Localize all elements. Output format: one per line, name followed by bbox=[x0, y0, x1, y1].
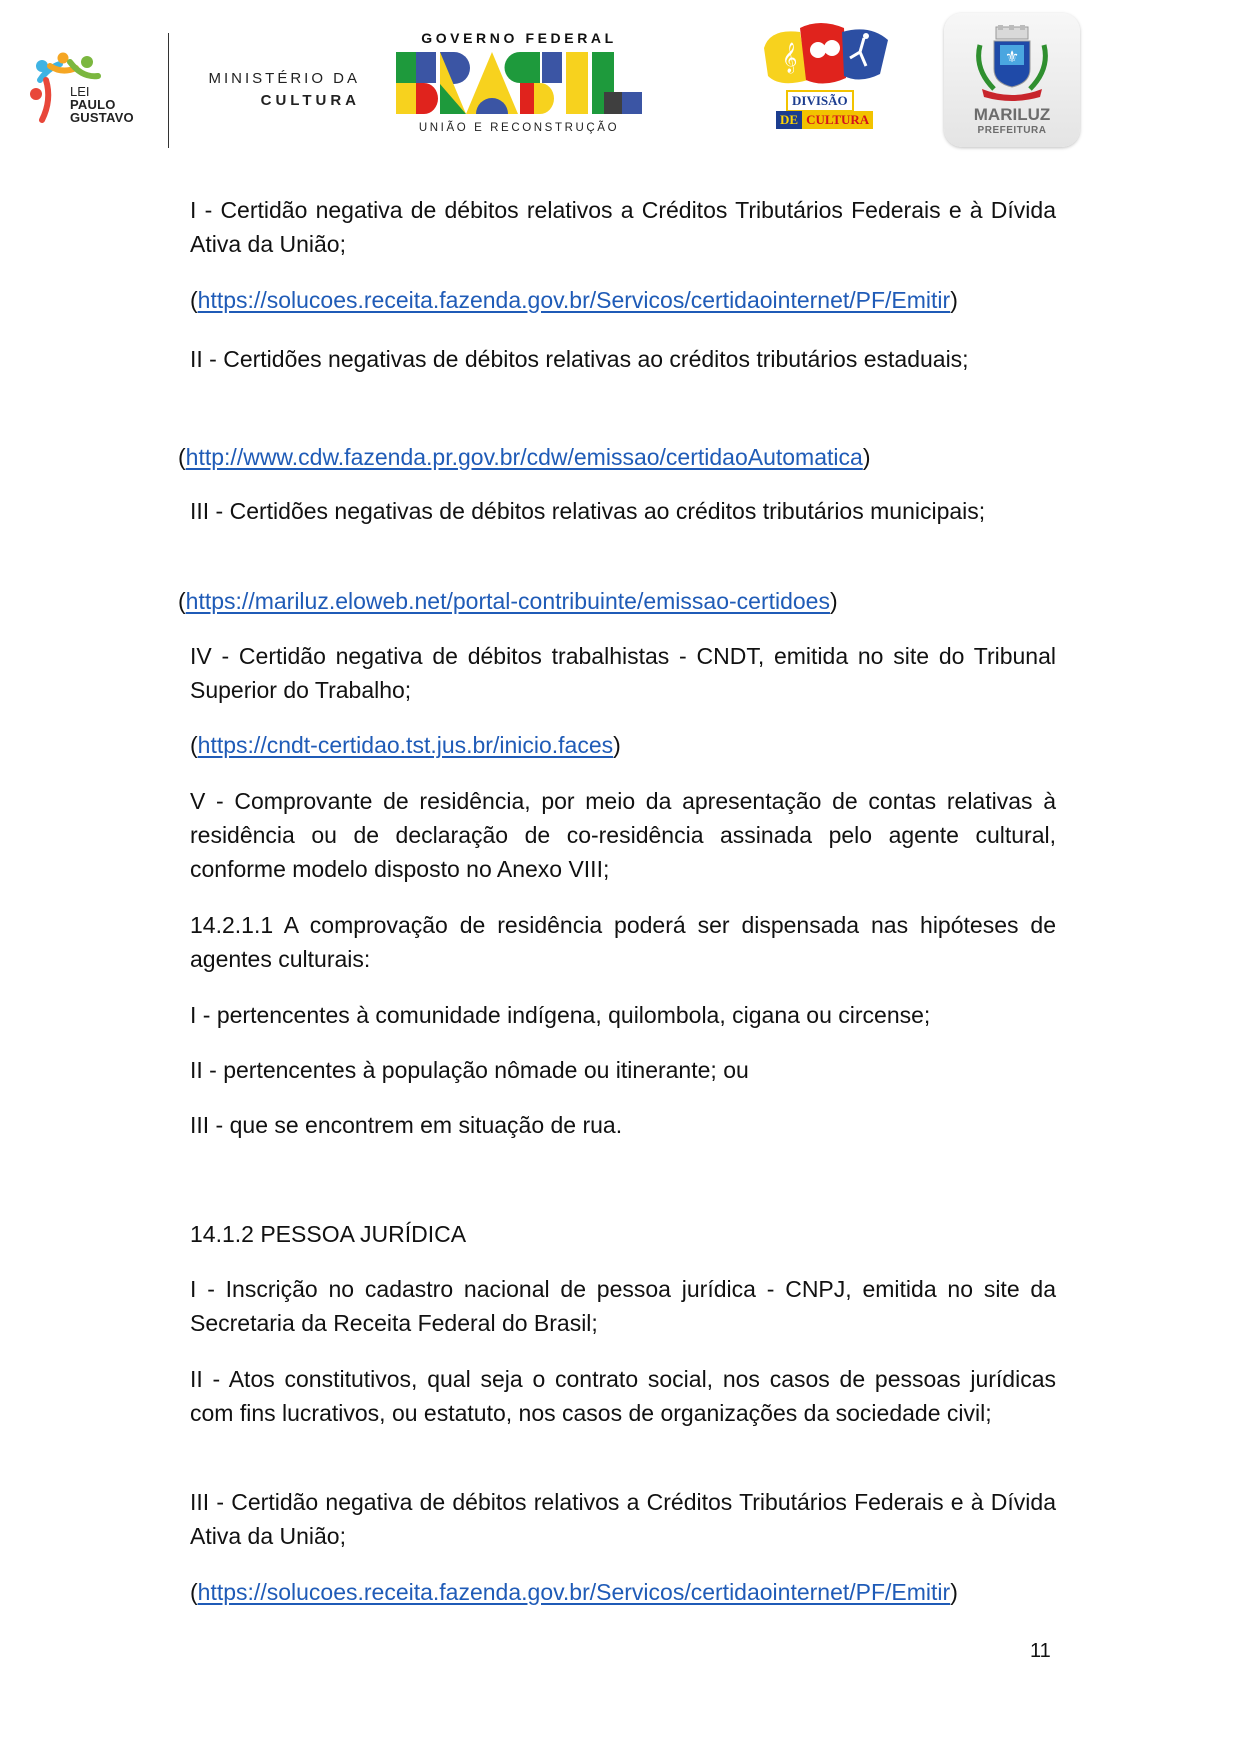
uniao-reconstrucao-text: UNIÃO E RECONSTRUÇÃO bbox=[418, 122, 620, 134]
paragraph-pf-item-5: V - Comprovante de residência, por meio da apresentação de contas relativas à residência ou de declaração de co-residência assinada pelo agente cultural, conforme modelo disposto no Anexo VIII; bbox=[190, 788, 1056, 882]
paragraph-14-2-1-1: 14.2.1.1 A comprovação de residência poderá ser dispensada nas hipóteses de agentes culturais: bbox=[190, 912, 1056, 972]
link-sefaz-pr[interactable]: http://www.cdw.fazenda.pr.gov.br/cdw/emissao/certidaoAutomatica bbox=[185, 444, 863, 470]
link-line-mariluz-eloweb bbox=[178, 584, 838, 618]
svg-text:𝄞: 𝄞 bbox=[782, 43, 798, 73]
paragraph-exemption-3: III - que se encontrem em situação de rua. bbox=[190, 1112, 623, 1138]
logo-text-lei: LEI bbox=[70, 84, 90, 99]
brasil-wordmark-icon bbox=[396, 52, 642, 114]
header-divider bbox=[168, 33, 169, 148]
prefeitura-text: PREFEITURA bbox=[977, 125, 1047, 136]
paragraph-exemption-2: II - pertencentes à população nômade ou itinerante; ou bbox=[190, 1057, 749, 1083]
link-receita-federal[interactable]: https://solucoes.receita.fazenda.gov.br/Servicos/certidaointernet/PF/Emitir bbox=[197, 287, 951, 313]
divisao-text: DIVISÃO bbox=[786, 90, 854, 112]
link-line-cndt bbox=[190, 728, 621, 762]
logo-text-gustavo: GUSTAVO bbox=[70, 110, 134, 125]
lei-paulo-gustavo-logo bbox=[30, 50, 150, 140]
link-mariluz-eloweb[interactable]: https://mariluz.eloweb.net/portal-contribuinte/emissao-certidoes bbox=[185, 588, 830, 614]
paragraph-pj-item-3: III - Certidão negativa de débitos relativos a Créditos Tributários Federais e à Dívida Ativa da União; bbox=[190, 1489, 1056, 1549]
governo-federal-text: GOVERNO FEDERAL bbox=[421, 30, 617, 46]
close-paren: ) bbox=[829, 588, 838, 614]
cultura-badge-text: CULTURA bbox=[802, 111, 873, 129]
open-paren: ( bbox=[190, 287, 198, 313]
link-cndt[interactable]: https://cndt-certidao.tst.jus.br/inicio.faces bbox=[197, 732, 614, 758]
page-number: 11 bbox=[1030, 1640, 1051, 1662]
close-paren: ) bbox=[950, 287, 958, 313]
open-paren: ( bbox=[178, 588, 186, 614]
governo-federal-logo bbox=[396, 30, 642, 134]
arts-splash-icon bbox=[760, 18, 892, 90]
close-paren: ) bbox=[613, 732, 621, 758]
svg-text:⚜: ⚜ bbox=[1004, 47, 1020, 66]
link-receita-federal-pj[interactable]: https://solucoes.receita.fazenda.gov.br/Servicos/certidaointernet/PF/Emitir bbox=[197, 1579, 951, 1605]
divisao-cultura-logo bbox=[760, 18, 892, 138]
paragraph-exemption-1: I - pertencentes à comunidade indígena, quilombola, cigana ou circense; bbox=[190, 1002, 931, 1028]
open-paren: ( bbox=[178, 444, 186, 470]
paragraph-pf-item-2: II - Certidões negativas de débitos relativas ao créditos tributários estaduais; bbox=[190, 346, 969, 372]
open-paren: ( bbox=[190, 732, 198, 758]
link-line-receita-federal-pj bbox=[190, 1575, 958, 1609]
paragraph-pj-item-2: II - Atos constitutivos, qual seja o contrato social, nos casos de pessoas jurídicas com fins lucrativos, ou estatuto, nos casos de organizações da sociedade civil; bbox=[190, 1366, 1056, 1426]
close-paren: ) bbox=[950, 1579, 958, 1605]
ministerio-text: MINISTÉRIO DA bbox=[208, 70, 360, 87]
de-text: DE bbox=[776, 111, 802, 129]
mariluz-text: MARILUZ bbox=[973, 105, 1051, 124]
lei-paulo-gustavo-wordmark bbox=[70, 85, 134, 124]
paragraph-pf-item-4: IV - Certidão negativa de débitos trabalhistas - CNDT, emitida no site do Tribunal Superior do Trabalho; bbox=[190, 643, 1056, 703]
page-header bbox=[0, 0, 1241, 160]
close-paren: ) bbox=[862, 444, 871, 470]
cultura-text: CULTURA bbox=[260, 92, 360, 109]
open-paren: ( bbox=[190, 1579, 198, 1605]
section-heading-pessoa-juridica: 14.1.2 PESSOA JURÍDICA bbox=[190, 1221, 467, 1247]
link-line-sefaz-pr bbox=[178, 440, 870, 474]
paragraph-pj-item-1: I - Inscrição no cadastro nacional de pessoa jurídica - CNPJ, emitida no site da Secretaria da Receita Federal do Brasil; bbox=[190, 1276, 1056, 1336]
logo-text-paulo: PAULO bbox=[70, 97, 116, 112]
municipal-coat-of-arms-icon bbox=[972, 25, 1052, 103]
link-line-receita-federal bbox=[190, 283, 958, 317]
paragraph-pf-item-1: I - Certidão negativa de débitos relativos a Créditos Tributários Federais e à Dívida Ativa da União; bbox=[190, 197, 1056, 257]
ministerio-cultura-logo bbox=[190, 68, 360, 112]
mariluz-prefeitura-logo bbox=[944, 13, 1080, 147]
paragraph-pf-item-3: III - Certidões negativas de débitos relativas ao créditos tributários municipais; bbox=[190, 498, 986, 524]
de-cultura-badge bbox=[776, 111, 873, 129]
